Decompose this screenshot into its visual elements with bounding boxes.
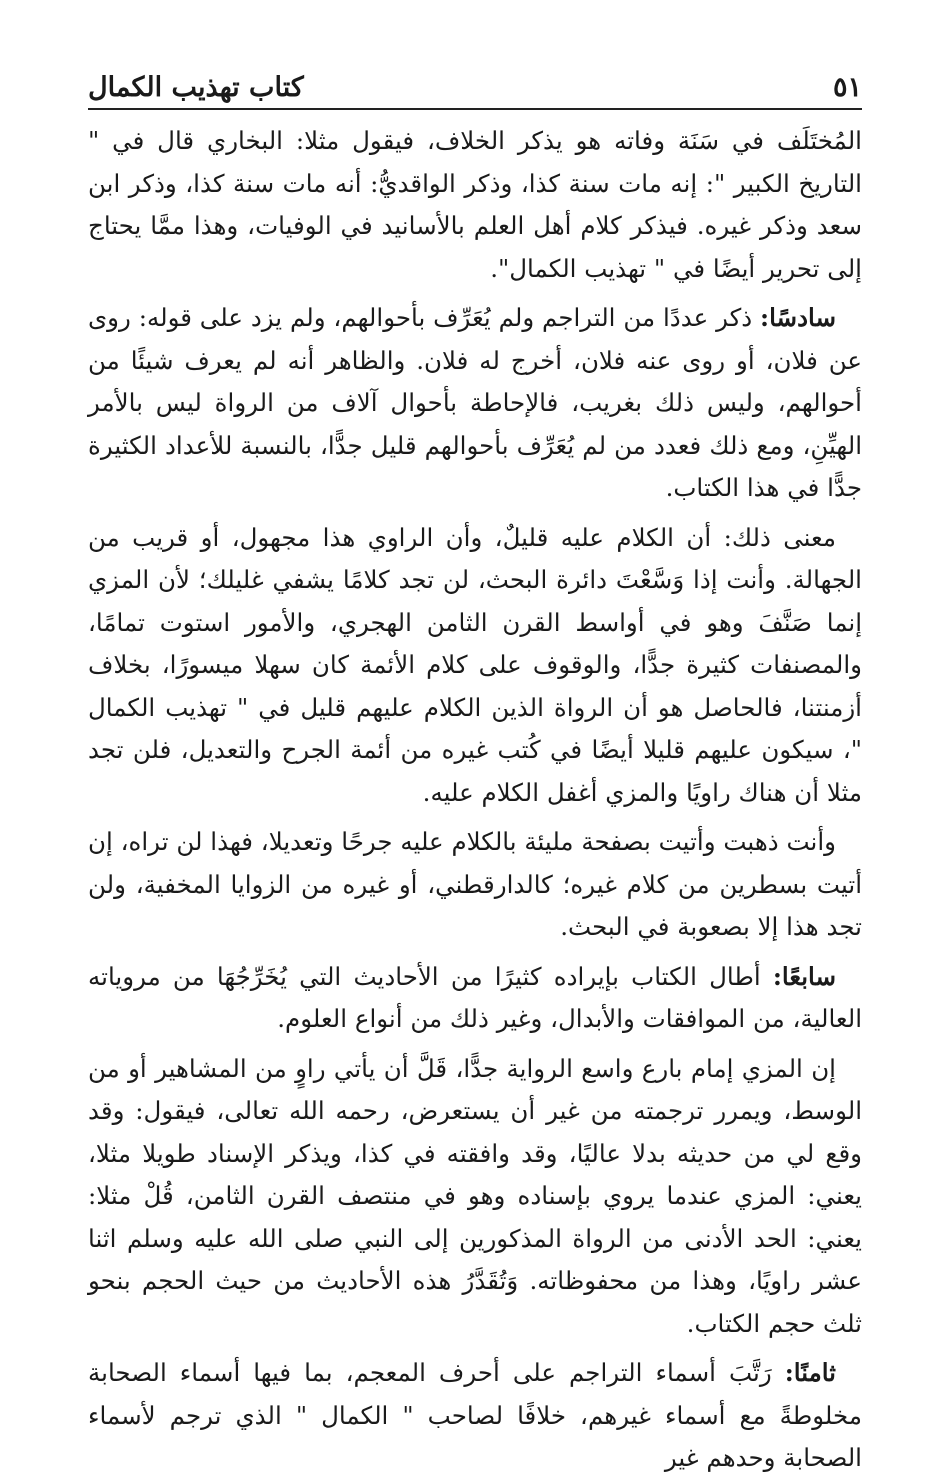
paragraph-lead: سادسًا: — [760, 303, 836, 332]
page-header — [88, 62, 862, 110]
running-title: كتاب تهذيب الكمال — [88, 72, 304, 103]
paragraph-1 — [88, 120, 862, 290]
paragraph-text: رَتَّبَ أسماء التراجم على أحرف المعجم، بما فيها أسماء الصحابة مخلوطةً مع أسماء غيرهم، خلافًا لصاحب " الكمال " الذي ترجم لأسماء الصحابة وحدهم غير — [88, 1358, 862, 1472]
paragraph-4 — [88, 821, 862, 949]
paragraph-6 — [88, 1048, 862, 1346]
paragraph-text: معنى ذلك: أن الكلام عليه قليلٌ، وأن الراوي هذا مجهول، أو قريب من الجهالة. وأنت إذا وَسَّعْتَ دائرة البحث، لن تجد كلامًا يشفي غليلك؛ لأن المزي إنما صَنَّفَ وهو في أواسط القرن الثامن الهجري، والأمور استوت تمامًا، والمصنفات كثيرة جدًّا، والوقوف على كلام الأئمة كان سهلا ميسورًا، بخلاف أزمنتنا، فالحاصل هو أن الرواة الذين الكلام عليهم قليل في " تهذيب الكمال "، سيكون عليهم قليلا أيضًا في كُتب غيره من أئمة الجرح والتعديل، فلن تجد مثلا أن هناك راويًا والمزي أغفل الكلام عليه. — [88, 522, 862, 807]
paragraph-3 — [88, 517, 862, 815]
paragraph-2 — [88, 297, 862, 510]
paragraph-7 — [88, 1352, 862, 1480]
paragraph-lead: سابعًا: — [772, 961, 836, 991]
paragraph-text: المُختَلَف في سَنَة وفاته هو يذكر الخلاف، فيقول مثلا: البخاري قال في " التاريخ الكبير ": إنه مات سنة كذا، وذكر الواقديُّ: أنه مات سنة كذا، وذكر ابن سعد وذكر غيره. فيذكر كلام أهل العلم بالأسانيد في الوفيات، وهذا ممَّا يحتاج إلى تحرير أيضًا في " تهذيب الكمال". — [88, 126, 862, 283]
paragraph-text: ذكر عددًا من التراجم ولم يُعَرِّف بأحوالهم، ولم يزد على قوله: روى عن فلان، أو روى عنه فلان، أخرج له فلان. والظاهر أنه لم يعرف شيئًا من أحوالهم، وليس ذلك بغريب، فالإحاطة بأحوال آلاف من الرواة ليس بالأمر الهيِّنِ، ومع ذلك فعدد من لم يُعَرِّف بأحوالهم قليل جدًّا، بالنسبة للأعداد الكثيرة جدًّا في هذا الكتاب. — [88, 303, 862, 502]
paragraph-5 — [88, 956, 862, 1041]
page-body — [88, 120, 862, 1480]
paragraph-text: إن المزي إمام بارع واسع الرواية جدًّا، قَلَّ أن يأتي راوٍ من المشاهير أو من الوسط، ويمرر ترجمته من غير أن يستعرض، رحمه الله تعالى، فيقول: وقد وقع لي من حديثه بدلا عاليًا، وقد وافقته في كذا، ويذكر الإسناد طويلا مثلا، يعني: المزي عندما يروي بإسناده وهو في منتصف القرن الثامن، قُلْ مثلا: يعني: الحد الأدنى من الرواة المذكورين إلى النبي صلى الله عليه وسلم اثنا عشر راويًا، وهذا من محفوظاته. وَتُقَدَّرُ هذه الأحاديث من حيث الحجم بنحو ثلث حجم الكتاب. — [88, 1053, 862, 1338]
paragraph-text: وأنت ذهبت وأتيت بصفحة مليئة بالكلام عليه جرحًا وتعديلا، فهذا لن تراه، إن أتيت بسطرين من كلام غيره؛ كالدارقطني، أو غيره من الزوايا المخفية، ولن تجد هذا إلا بصعوبة في البحث. — [88, 827, 862, 941]
paragraph-lead: ثامنًا: — [784, 1358, 836, 1387]
paragraph-text: أطال الكتاب بإيراده كثيرًا من الأحاديث التي يُخَرِّجُهَا من مروياته العالية، من الموافقات والأبدال، وغير ذلك من أنواع العلوم. — [88, 961, 862, 1033]
page-number: ٥١ — [832, 72, 862, 103]
